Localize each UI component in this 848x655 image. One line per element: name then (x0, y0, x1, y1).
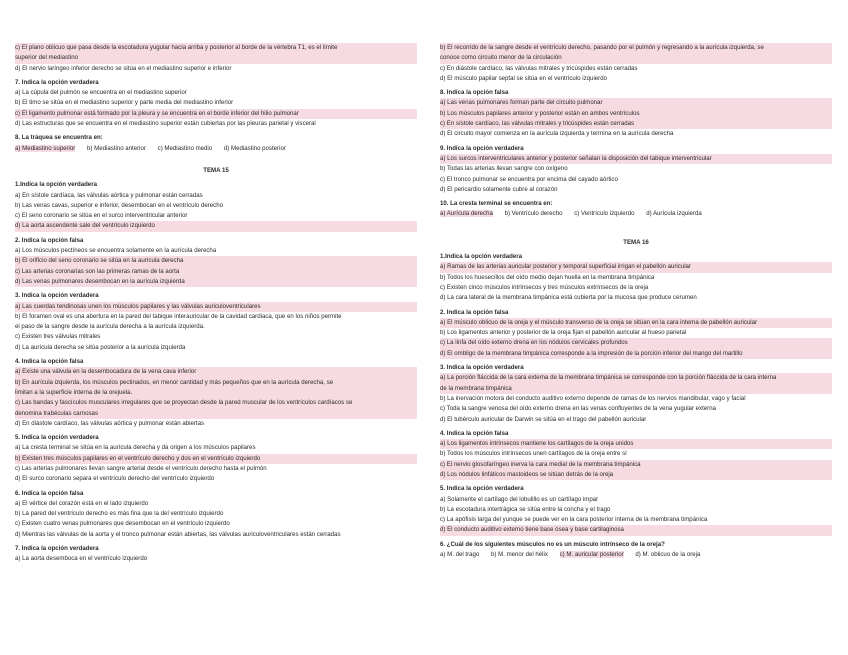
option-highlighted: a) Los surcos interventriculares anterior y posterior señalan la disposición del tabique interventricular (440, 154, 832, 164)
option-highlighted: a) La porción fláccida de la cara externa de la membrana timpánica se corresponde con la porción fláccida de la cara interna (440, 373, 832, 383)
option-highlighted: a) El músculo oblicuo de la oreja y el músculo transverso de la oreja se sitúan en la cara interna de pabellón auricular (440, 318, 832, 328)
option-highlighted: c) El ligamento pulmonar está formado por la pleura y se encuentra en el borde inferior del hilio pulmonar (15, 109, 417, 119)
option-highlighted: c) M. auricular posterior (559, 551, 624, 559)
option: b) Todas las arterias llevan sangre con oxígeno (440, 165, 568, 173)
question-title: 2. Indica la opción falsa (15, 236, 84, 244)
option-highlighted: a) Mediastino superior (15, 144, 76, 152)
option: b) Los ligamentos anterior y posterior de la oreja fijan el pabellón auricular al hueso parietal (440, 329, 687, 337)
option: d) Las estructuras que se encuentra en el mediastino superior están cubiertas por las pleuras parietal y visceral (15, 120, 316, 128)
question-title: 5. Indica la opción verdadera (440, 485, 524, 493)
section-heading: TEMA 15 (203, 166, 229, 174)
text-line: c) El plano oblicuo que pasa desde la escotadura yugular hacia arriba y posterior al borde de la vértebra T1, es el límite (15, 43, 417, 53)
text-line: conoce como circuito menor de la circulación (440, 53, 832, 63)
option: b) La escotadura intertrágica se sitúa entre la concha y el trago (440, 505, 611, 513)
option: d) Aurícula izquierda (646, 210, 702, 218)
question-title: 1.Indica la opción verdadera (15, 181, 97, 189)
option: b) El timo se sitúa en el mediastino superior y parte media del mediastino inferior (15, 99, 234, 107)
question-title: 10. La cresta terminal se encuentra en: (440, 200, 553, 208)
question-title: 8. La tráquea se encuentra en: (15, 134, 103, 142)
option: d) El tubérculo auricular de Darwin se sitúa en el trago del pabellón auricular (440, 415, 647, 423)
right-column (440, 43, 832, 560)
option: a) Solamente el cartílago del lobulillo es un cartílago impar (440, 495, 599, 503)
option: d) En diástole cardíaco, las válvulas aórtica y pulmonar están abiertas (15, 419, 205, 427)
option: d) El surco coronario separa el ventrículo derecho del ventrículo izquierdo (15, 475, 215, 483)
option: d) La cara lateral de la membrana timpánica está cubierta por la mucosa que produce cerumen (440, 294, 697, 302)
option-highlighted: a) Los ligamentos intrínsecos mantiene los cartílagos de la oreja unidos (440, 439, 832, 449)
option: a) La aorta desemboca en el ventrículo izquierdo (15, 555, 148, 563)
text-line: d) El músculo papilar septal se sitúa en el ventrículo izquierdo (440, 74, 607, 82)
option: b) Todos los huesecillos del oído medio dejan huella en la membrana timpánica (440, 273, 655, 281)
option: d) La aurícula derecha se sitúa posterior a la aurícula izquierda (15, 343, 186, 351)
option: c) Existen tres válvulas mitrales (15, 333, 101, 341)
option: c) La apófisis larga del yunque se puede ver en la cara posterior interna de la membrana timpánica (440, 516, 708, 524)
question-title: 6. Indica la opción falsa (15, 489, 84, 497)
option: c) Existen cinco músculos intrínsecos y tres músculos extrínsecos de la oreja (440, 283, 649, 291)
option-highlighted: b) En aurícula izquierda, los músculos pectinados, en menor cantidad y más pequeños que en la aurícula derecha, se (15, 378, 417, 388)
option-highlighted: d) Las venas pulmonares desembocan en la aurícula izquierda (15, 277, 417, 287)
question-title: 4. Indica la opción falsa (15, 358, 84, 366)
text-line: b) El recorrido de la sangre desde el ventrículo derecho, pasando por el pulmón y regresando a la aurícula izquierda, se (440, 43, 832, 53)
option-highlighted: a) Aurícula derecha (440, 210, 493, 218)
inline-options (440, 209, 832, 219)
option: a) El vértice del corazón está en el lado izquierdo (15, 499, 149, 507)
question-title: 9. Indica la opción verdadera (440, 144, 524, 152)
option: el paso de la sangre desde la aurícula derecha a la aurícula izquierda. (15, 323, 205, 331)
option-highlighted: d) El conducto auditivo externo tiene base ósea y base cartilaginosa (440, 525, 832, 535)
option-highlighted: a) Las venas pulmonares forman parte del circuito pulmonar (440, 98, 832, 108)
option-highlighted: b) Existen tres músculos papilares en el ventrículo derecho y dos en el ventrículo izquierdo (15, 454, 417, 464)
option: d) Mediastino posterior (223, 144, 286, 152)
option: a) M. del trago (440, 551, 480, 559)
option-highlighted: c) El nervio glosofaríngeo inerva la cara medial de la membrana timpánica (440, 460, 832, 470)
option: d) El pericardio solamente cubre al corazón (440, 185, 558, 193)
question-title: 7. Indica la opción verdadera (15, 545, 99, 553)
option: d) M. oblicuo de la oreja (635, 551, 701, 559)
option-highlighted: d) La aorta ascendente sale del ventrículo izquierdo (15, 221, 417, 231)
option: b) Todos los músculos intrínsecos unen cartílagos de la oreja entre sí (440, 450, 627, 458)
option: c) Mediastino medio (157, 144, 213, 152)
question-title: 7. Indica la opción verdadera (15, 78, 99, 86)
inline-options (440, 550, 832, 560)
option: c) Las arterias pulmonares llevan sangre arterial desde el ventrículo derecho hasta el pulmón (15, 464, 267, 472)
option: a) La cresta terminal se sitúa en la aurícula derecha y da origen a los músculos papilares (15, 444, 256, 452)
option: c) El tronco pulmonar se encuentra por encima del cayado aórtico (440, 175, 618, 183)
text-line: c) En diástole cardíaco, las válvulas mitrales y tricúspides están cerradas (440, 64, 638, 72)
option: d) El circuito mayor comienza en la aurícula izquierda y termina en la aurícula derecha (440, 130, 674, 138)
option: b) Mediastino anterior (87, 144, 146, 152)
option-highlighted: b) El orificio del seno coronario se sitúa en la aurícula derecha (15, 256, 417, 266)
option: a) La cúpula del pulmón se encuentra en el mediastino superior (15, 89, 187, 97)
option-highlighted: limitan a la superficie interna de la orejuela. (15, 388, 417, 398)
option-highlighted: a) Existe una válvula en la desembocadura de la vena cava inferior (15, 367, 417, 377)
option: c) El seno coronario se sitúa en el surco interventricular anterior (15, 212, 188, 220)
option-highlighted: a) Ramas de las arterias auricular posterior y temporal superficial irrigan el pabellón auricular (440, 262, 832, 272)
option: b) Las venas cavas, superior e inferior, desembocan en el ventrículo derecho (15, 201, 223, 209)
question-title: 8. Indica la opción falsa (440, 89, 509, 97)
option-highlighted: d) El ombligo de la membrana timpánica corresponde a la impresión de la porción inferior del mango del martillo (440, 349, 832, 359)
text-line: superior del mediastino (15, 53, 417, 63)
option: c) Existen cuatro venas pulmonares que desembocan en el ventrículo izquierdo (15, 520, 230, 528)
option-highlighted: b) Los músculos papilares anterior y posterior están en ambos ventrículos (440, 109, 832, 119)
option: a) En sístole cardíaca, las válvulas aórtica y pulmonar están cerradas (15, 191, 203, 199)
option-highlighted: c) La linfa del oído externo drena en los nódulos cervicales profundos (440, 338, 832, 348)
option-highlighted: c) Las bandas y fascículos musculares irregulares que se proyectan desde la pared muscular de los ventrículos cardíacos se (15, 398, 417, 408)
inline-options (15, 144, 417, 154)
question-title: 4. Indica la opción falsa (440, 429, 509, 437)
option-highlighted: c) Las arterias coronarias son las primeras ramas de la aorta (15, 267, 417, 277)
option: b) Ventrículo derecho (504, 210, 563, 218)
question-title: 3. Indica la opción verdadera (440, 364, 524, 372)
option-highlighted: c) En sístole cardíaco, las válvulas mitrales y tricúspides están cerradas (440, 119, 832, 129)
question-title: 5. Indica la opción verdadera (15, 434, 99, 442)
left-column (15, 43, 417, 565)
question-title: 3. Indica la opción verdadera (15, 292, 99, 300)
section-heading: TEMA 16 (623, 238, 649, 246)
option: b) El foramen oval es una abertura en la pared del tabique interauricular de la cavidad cardiaca, que en los niños permite (15, 312, 342, 320)
option: b) La inervación motora del conducto auditivo externo depende de ramas de los nervios mandibular, vago y facial (440, 394, 746, 402)
option-highlighted: a) Las cuerdas tendinosas unen los músculos papilares y las válvulas auriculoventriculares (15, 302, 417, 312)
text-line: d) El nervio laríngeo inferior derecho se sitúa en el mediastino superior e inferior (15, 64, 232, 72)
option-highlighted: d) Los nódulos linfáticos mastoideos se sitúan detrás de la oreja (440, 470, 832, 480)
option: d) Mientras las válvulas de la aorta y el tronco pulmonar están abiertas, las válvulas auriculoventriculares están cerradas (15, 530, 341, 538)
question-title: 1.Indica la opción verdadera (440, 253, 522, 261)
option-highlighted: de la membrana timpánica (440, 384, 832, 394)
option: b) La pared del ventrículo derecho es más fina que la del ventrículo izquierdo (15, 510, 224, 518)
question-title: 6. ¿Cuál de los siguientes músculos no es un músculo intrínseco de la oreja? (440, 540, 665, 548)
option: c) Toda la sangre venosa del oído externo drena en las venas confluyentes de la vena yugular externa (440, 405, 716, 413)
question-title: 2. Indica la opción falsa (440, 308, 509, 316)
option: b) M. menor del hélix (491, 551, 548, 559)
option-highlighted: denomina trabéculas carnosas (15, 409, 417, 419)
option: c) Ventrículo izquierdo (574, 210, 635, 218)
option: a) Los músculos pectíneos se encuentra solamente en la aurícula derecha (15, 247, 217, 255)
